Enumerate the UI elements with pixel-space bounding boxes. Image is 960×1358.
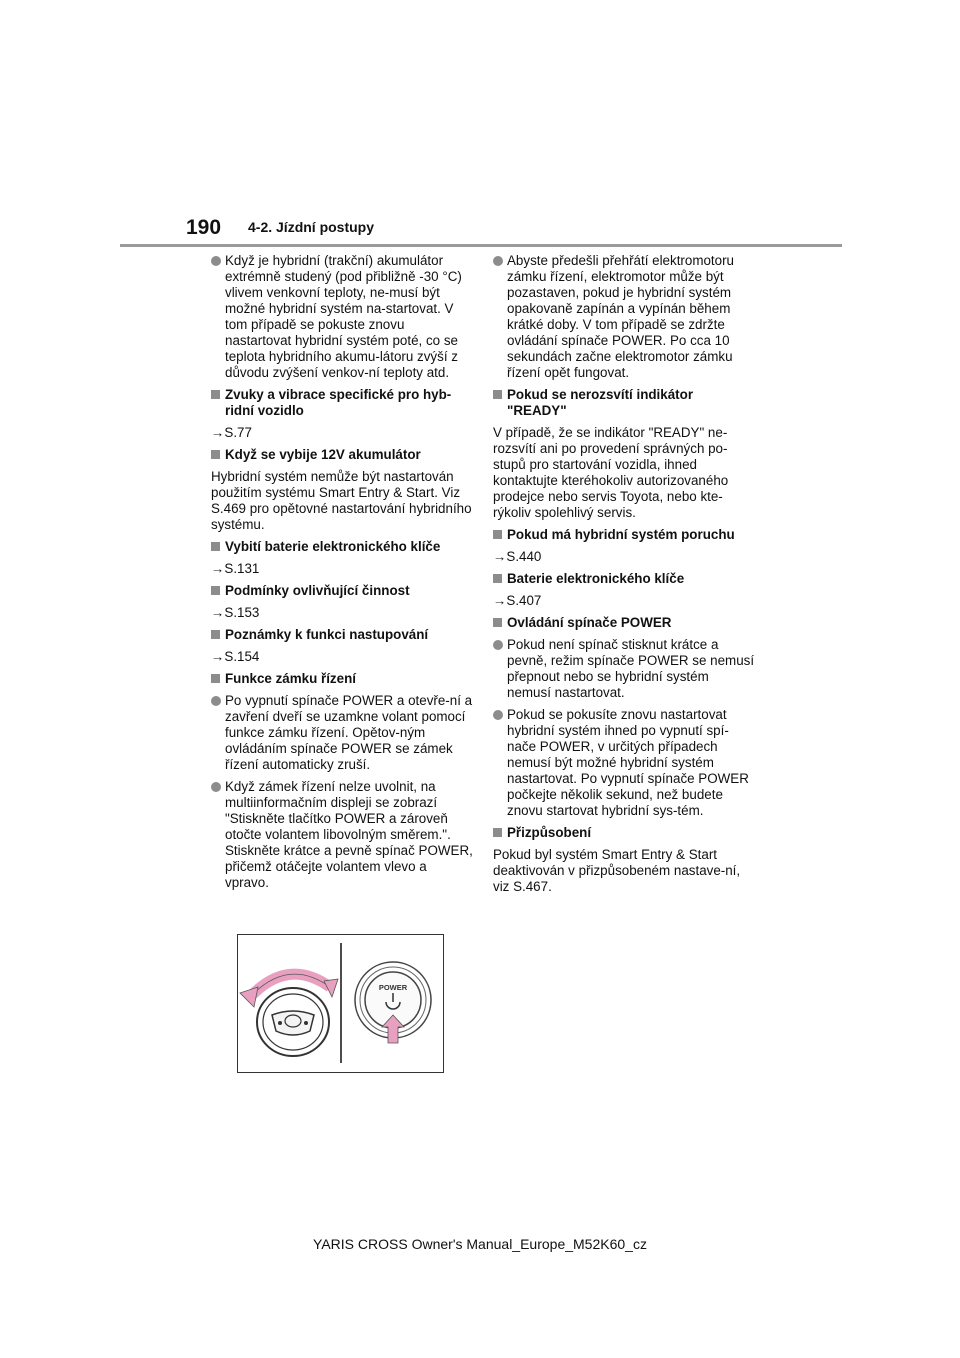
section-heading (493, 387, 755, 419)
left-column (211, 253, 473, 897)
section-heading (211, 583, 473, 599)
section-heading (493, 615, 755, 631)
bullet-item (211, 693, 473, 773)
text: Pokud není spínač stisknut krátce a pevně, režim spínače POWER se nemusí přepnout nebo se hybridní systém nemusí nastartovat. (507, 637, 755, 700)
bullet-item (493, 253, 755, 381)
heading-square-icon (493, 390, 502, 399)
text: Funkce zámku řízení (225, 671, 356, 686)
text: Vybití baterie elektronického klíče (225, 539, 441, 554)
heading-square-icon (211, 390, 220, 399)
section-heading (211, 387, 473, 419)
text: Když se vybije 12V akumulátor (225, 447, 421, 462)
section-title: 4-2. Jízdní postupy (248, 219, 375, 235)
text: →S.407 (493, 593, 542, 608)
text: →S.77 (211, 425, 252, 440)
bullet-dot-icon (211, 256, 221, 266)
text: Pokud byl systém Smart Entry & Start deaktivován v přizpůsobeném nastave-ní, viz S.467. (493, 847, 741, 894)
text: Pokud se pokusíte znovu nastartovat hybridní systém ihned po vypnutí spí-nače POWER, v určitých případech nemusí být možné hybridní systém nastartovat. Po vypnutí spínače POWER počkejte několik sekund, než budete znovu startovat hybridní sys-tém. (507, 707, 749, 818)
text: V případě, že se indikátor "READY" ne-rozsvítí ani po provedení správných po-stupů pro startování vozidla, ihned kontaktujte kteréhokoliv autorizovaného prodejce nebo servis Toyota, nebo kte-rýkoliv spolehlivý servis. (493, 425, 729, 520)
heading-square-icon (211, 586, 220, 595)
section-heading (493, 571, 755, 587)
page-reference (211, 649, 473, 665)
text: Podmínky ovlivňující činnost (225, 583, 410, 598)
heading-square-icon (493, 530, 502, 539)
text: Hybridní systém nemůže být nastartován použitím systému Smart Entry & Start. Viz S.469 pro opětovné nastartování hybridního systému. (211, 469, 472, 532)
text: Když zámek řízení nelze uvolnit, na multiinformačním displeji se zobrazí "Stiskněte tlačítko POWER a zároveň otočte volantem libovolným směrem.". Stiskněte krátce a pevně spínač POWER, přičemž otáčejte volantem vlevo a vpravo. (225, 779, 473, 890)
heading-square-icon (493, 828, 502, 837)
steering-power-figure (237, 934, 444, 1073)
text: Po vypnutí spínače POWER a otevře-ní a zavření dveří se uzamkne volant pomocí funkce zámku řízení. Opětov-ným ovládáním spínače POWER se zámek řízení automaticky zruší. (225, 693, 473, 772)
text: →S.131 (211, 561, 260, 576)
text: Zvuky a vibrace specifické pro hyb-ridní vozidlo (225, 387, 452, 418)
text: Ovládání spínače POWER (507, 615, 672, 630)
page-reference (211, 561, 473, 577)
bullet-item (211, 253, 473, 381)
paragraph (211, 469, 473, 533)
bullet-dot-icon (493, 256, 503, 266)
section-heading (493, 825, 755, 841)
bullet-item (493, 637, 755, 701)
text: Přizpůsobení (507, 825, 592, 840)
text: →S.440 (493, 549, 542, 564)
section-heading (211, 627, 473, 643)
section-heading (211, 539, 473, 555)
paragraph (493, 847, 755, 895)
section-heading (211, 671, 473, 687)
bullet-item (211, 779, 473, 891)
bullet-dot-icon (211, 696, 221, 706)
figure-illustration (238, 935, 443, 1072)
heading-square-icon (211, 674, 220, 683)
page-reference (493, 549, 755, 565)
right-column (493, 253, 755, 901)
page-reference (493, 593, 755, 609)
heading-square-icon (493, 618, 502, 627)
text: →S.154 (211, 649, 260, 664)
text: Pokud se nerozsvítí indikátor "READY" (507, 387, 694, 418)
page-reference (211, 425, 473, 441)
text: Baterie elektronického klíče (507, 571, 685, 586)
section-heading (493, 527, 755, 543)
bullet-item (493, 707, 755, 819)
heading-square-icon (211, 450, 220, 459)
section-heading (211, 447, 473, 463)
text: →S.153 (211, 605, 260, 620)
bullet-dot-icon (493, 710, 503, 720)
heading-square-icon (493, 574, 502, 583)
heading-square-icon (211, 630, 220, 639)
text: Pokud má hybridní systém poruchu (507, 527, 735, 542)
bullet-dot-icon (211, 782, 221, 792)
page-footer: YARIS CROSS Owner's Manual_Europe_M52K60_cz (313, 1236, 647, 1252)
page-number: 190 (186, 216, 222, 239)
paragraph (493, 425, 755, 521)
text: Když je hybridní (trakční) akumulátor extrémně studený (pod přibližně -30 °C) vlivem venkovní teploty, ne-musí být možné hybridní systém na-startovat. V tom případě se pokuste znovu nastartovat hybridní systém poté, co se teplota hybridního akumu-látoru zvýší z důvodu zvýšení venkov-ní teploty atd. (225, 253, 462, 380)
power-button-label: POWER (378, 983, 408, 992)
page-reference (211, 605, 473, 621)
heading-square-icon (211, 542, 220, 551)
text: Poznámky k funkci nastupování (225, 627, 429, 642)
bullet-dot-icon (493, 640, 503, 650)
header-rule (120, 244, 842, 247)
text: Abyste předešli přehřátí elektromotoru zámku řízení, elektromotor může být pozastaven, pokud je hybridní systém opakovaně zapínán a vypínán během krátké doby. V tom případě se zdržte ovládání spínače POWER. Po cca 10 sekundách začne elektromotor zámku řízení opět fungovat. (507, 253, 735, 380)
steering-wheel-icon (257, 988, 329, 1056)
